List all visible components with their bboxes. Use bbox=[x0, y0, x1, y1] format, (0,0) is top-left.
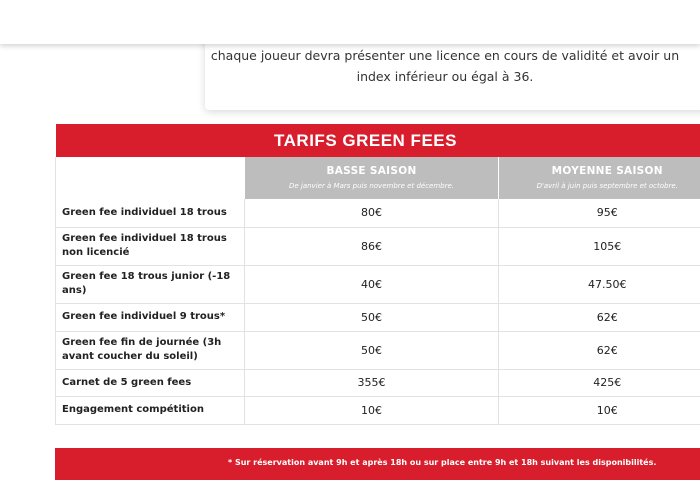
price-moyenne: 62€ bbox=[499, 303, 700, 331]
table-row bbox=[56, 227, 700, 265]
row-label: Green fee individuel 18 trous non licencié bbox=[56, 227, 245, 265]
header-empty-cell bbox=[56, 157, 245, 199]
table-row bbox=[56, 199, 700, 227]
licence-requirement-line-1: chaque joueur devra présenter une licence en cours de validité et avoir un bbox=[210, 48, 680, 63]
season-header-moyenne bbox=[499, 157, 700, 199]
season-dates-basse: De janvier à Mars puis novembre et décembre. bbox=[288, 182, 455, 190]
table-row bbox=[56, 369, 700, 396]
price-basse: 50€ bbox=[245, 303, 499, 331]
row-label: Green fee individuel 18 trous bbox=[56, 199, 245, 227]
season-dates-moyenne: D'avril à juin puis septembre et octobre. bbox=[536, 182, 678, 190]
row-label: Carnet de 5 green fees bbox=[56, 369, 245, 396]
price-basse: 86€ bbox=[245, 227, 499, 265]
price-moyenne: 47.50€ bbox=[499, 265, 700, 303]
row-label: Engagement compétition bbox=[56, 396, 245, 424]
season-header-row bbox=[56, 157, 700, 199]
table-row bbox=[56, 303, 700, 331]
price-moyenne: 95€ bbox=[499, 199, 700, 227]
row-label: Green fee individuel 9 trous* bbox=[56, 303, 245, 331]
row-label: Green fee 18 trous junior (-18 ans) bbox=[56, 265, 245, 303]
table-row bbox=[56, 265, 700, 303]
table-title-row bbox=[56, 124, 700, 157]
price-basse: 50€ bbox=[245, 331, 499, 369]
season-header-basse bbox=[245, 157, 499, 199]
green-fees-pricing-table bbox=[55, 124, 700, 425]
season-name-moyenne: MOYENNE SAISON bbox=[551, 165, 663, 177]
table-row bbox=[56, 396, 700, 424]
price-basse: 10€ bbox=[245, 396, 499, 424]
table-row bbox=[56, 331, 700, 369]
row-label: Green fee fin de journée (3h avant coucher du soleil) bbox=[56, 331, 245, 369]
price-moyenne: 425€ bbox=[499, 369, 700, 396]
price-basse: 355€ bbox=[245, 369, 499, 396]
licence-requirement-line-2: index inférieur ou égal à 36. bbox=[356, 69, 534, 84]
price-moyenne: 105€ bbox=[499, 227, 700, 265]
price-basse: 80€ bbox=[245, 199, 499, 227]
site-header-bar bbox=[0, 0, 700, 44]
table-title: TARIFS GREEN FEES bbox=[56, 124, 700, 157]
licence-requirement-text bbox=[205, 45, 685, 87]
price-moyenne: 10€ bbox=[499, 396, 700, 424]
price-basse: 40€ bbox=[245, 265, 499, 303]
reservation-footnote: * Sur réservation avant 9h et après 18h ou sur place entre 9h et 18h suivant les disponibilités. bbox=[228, 458, 657, 467]
season-name-basse: BASSE SAISON bbox=[326, 165, 417, 177]
price-moyenne: 62€ bbox=[499, 331, 700, 369]
